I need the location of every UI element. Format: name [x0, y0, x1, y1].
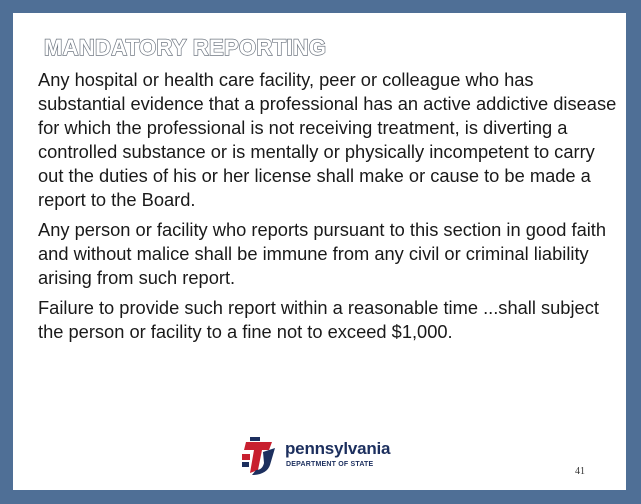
slide	[13, 13, 626, 490]
paragraph-immunity: Any person or facility who reports pursuant to this section in good faith and without malice shall be immune from any civil or criminal liability arising from such report.	[38, 219, 607, 288]
pennsylvania-keystone-logo-icon	[242, 437, 278, 477]
logo-name: pennsylvania	[285, 439, 391, 458]
page-number: 41	[575, 466, 585, 477]
paragraph-reporting-requirement: Any hospital or health care facility, peer or colleague who has substantial evidence that a professional has an active addictive disease for which the professional is not receiving treatment, is diverting a controlled substance or is mentally or physically incompetent to carry out the duties of his or her license shall make or cause to be made a report to the Board.	[38, 69, 617, 210]
logo-department: DEPARTMENT OF STATE	[286, 461, 374, 468]
slide-body	[38, 68, 620, 350]
slide-title: MANDATORY REPORTING	[44, 35, 327, 60]
pennsylvania-logo	[242, 437, 402, 481]
paragraph-penalty: Failure to provide such report within a reasonable time ...shall subject the person or facility to a fine not to exceed $1,000.	[38, 297, 599, 342]
